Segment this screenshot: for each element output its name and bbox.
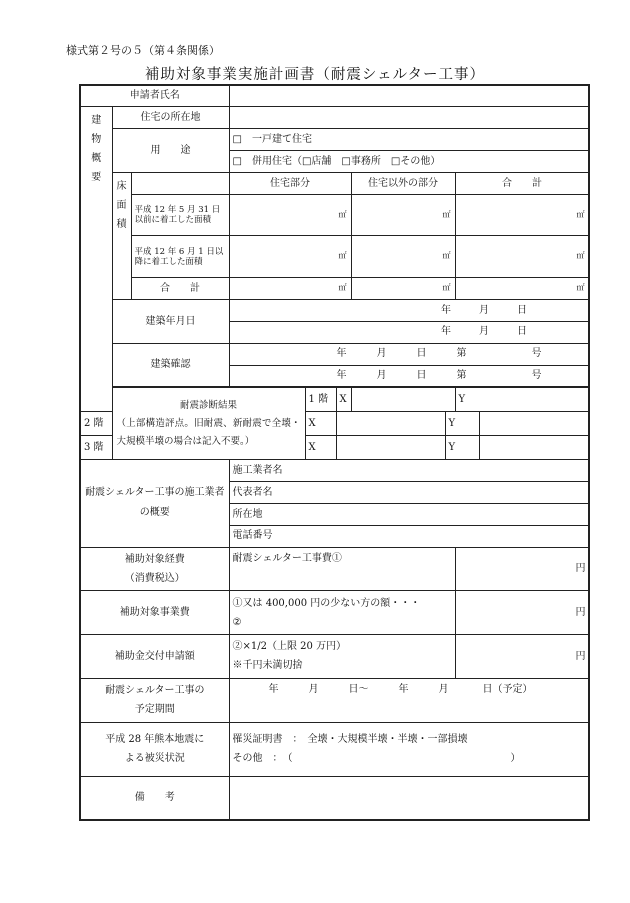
area-after-non-residential[interactable]: ㎡	[351, 236, 455, 278]
area-after-total[interactable]: ㎡	[455, 236, 589, 278]
project-cost-label: 補助対象事業費	[80, 591, 229, 635]
col-total: 合 計	[455, 172, 589, 194]
damage-status-field[interactable]: 罹災証明書 ： 全壊・大規模半壊・半壊・一部損壊 その他 ： （ ）	[229, 722, 589, 776]
location-label: 住宅の所在地	[112, 107, 229, 129]
area-total-label: 合 計	[131, 278, 229, 300]
construction-period-label: 耐震シェルター工事の 予定期間	[80, 678, 229, 722]
floor-2-y-value[interactable]	[479, 412, 589, 436]
floor-2-y-label: Y	[445, 412, 479, 436]
floor-3-x-label: X	[305, 436, 336, 460]
plan-form-table	[79, 84, 590, 821]
building-overview-label: 建 物 概 要	[80, 107, 112, 412]
applicant-name-label: 申請者氏名	[80, 85, 229, 107]
built-date-field-1[interactable]: 年 月 日	[229, 299, 589, 321]
area-after-label: 平成 12 年 6 月 1 日以降に着工した面積	[131, 236, 229, 278]
floor-2-x-label: X	[305, 412, 336, 436]
grant-amount-content: ②×1/2（上限 20 万円） ※千円未満切捨	[229, 635, 455, 679]
col-non-residential: 住宅以外の部分	[351, 172, 455, 194]
area-total-residential[interactable]: ㎡	[229, 278, 351, 300]
eligible-cost-content: 耐震シェルター工事費①	[229, 547, 455, 591]
area-total-non-residential[interactable]: ㎡	[351, 278, 455, 300]
area-before-residential[interactable]: ㎡	[229, 194, 351, 236]
area-before-total[interactable]: ㎡	[455, 194, 589, 236]
form-number: 様式第２号の５（第４条関係）	[66, 44, 220, 57]
page-title: 補助対象事業実施計画書（耐震シェルター工事）	[144, 67, 486, 83]
grant-amount-field[interactable]: 円	[455, 635, 589, 679]
floor-2-label: 2 階	[80, 412, 112, 436]
contractor-name-field[interactable]: 施工業者名	[229, 460, 589, 482]
built-date-field-2[interactable]: 年 月 日	[229, 321, 589, 343]
confirmation-field-1[interactable]: 年 月 日 第 号	[229, 343, 589, 365]
floor-area-label: 床 面 積	[112, 172, 131, 299]
eligible-cost-label: 補助対象経費 （消費税込）	[80, 547, 229, 591]
floor-1-x-value[interactable]	[351, 388, 455, 412]
remarks-field[interactable]	[229, 776, 589, 820]
area-before-label: 平成 12 年 5 月 31 日以前に着工した面積	[131, 194, 229, 236]
remarks-label: 備 考	[80, 776, 229, 820]
representative-field[interactable]: 代表者名	[229, 482, 589, 504]
floor-1-label: 1 階	[305, 388, 336, 412]
area-total-total[interactable]: ㎡	[455, 278, 589, 300]
floor-3-label: 3 階	[80, 436, 112, 460]
project-cost-content: ①又は 400,000 円の少ない方の額・・・ ②	[229, 591, 455, 635]
contractor-address-field[interactable]: 所在地	[229, 503, 589, 525]
usage-option-detached[interactable]: □ 一戸建て住宅	[229, 129, 589, 151]
col-residential: 住宅部分	[229, 172, 351, 194]
contractor-label: 耐震シェルター工事の施工業者の概要	[80, 460, 229, 547]
area-after-residential[interactable]: ㎡	[229, 236, 351, 278]
usage-label: 用 途	[112, 129, 229, 173]
eligible-cost-field[interactable]: 円	[455, 547, 589, 591]
project-cost-field[interactable]: 円	[455, 591, 589, 635]
construction-period-field[interactable]: 年 月 日～ 年 月 日（予定）	[229, 678, 589, 722]
building-confirmation-label: 建築確認	[112, 343, 229, 387]
floor-3-y-value[interactable]	[479, 436, 589, 460]
built-date-label: 建築年月日	[112, 299, 229, 343]
confirmation-field-2[interactable]: 年 月 日 第 号	[229, 365, 589, 387]
floor-1-y-label: Y	[455, 388, 589, 412]
damage-status-label: 平成 28 年熊本地震に よる被災状況	[80, 722, 229, 776]
floor-3-y-label: Y	[445, 436, 479, 460]
floor-area-header-blank	[131, 172, 229, 194]
floor-3-x-value[interactable]	[336, 436, 445, 460]
floor-1-x-label: X	[336, 388, 351, 412]
seismic-diagnosis-label: 耐震診断結果 （上部構造評点。旧耐震、新耐震で全壊・大規模半壊の場合は記入不要。）	[112, 388, 305, 460]
grant-amount-label: 補助金交付申請額	[80, 635, 229, 679]
floor-2-x-value[interactable]	[336, 412, 445, 436]
area-before-non-residential[interactable]: ㎡	[351, 194, 455, 236]
applicant-name-field[interactable]	[229, 85, 589, 107]
usage-option-mixed[interactable]: □ 併用住宅（□店舗 □事務所 □その他）	[229, 151, 589, 173]
location-field[interactable]	[229, 107, 589, 129]
contractor-phone-field[interactable]: 電話番号	[229, 525, 589, 547]
